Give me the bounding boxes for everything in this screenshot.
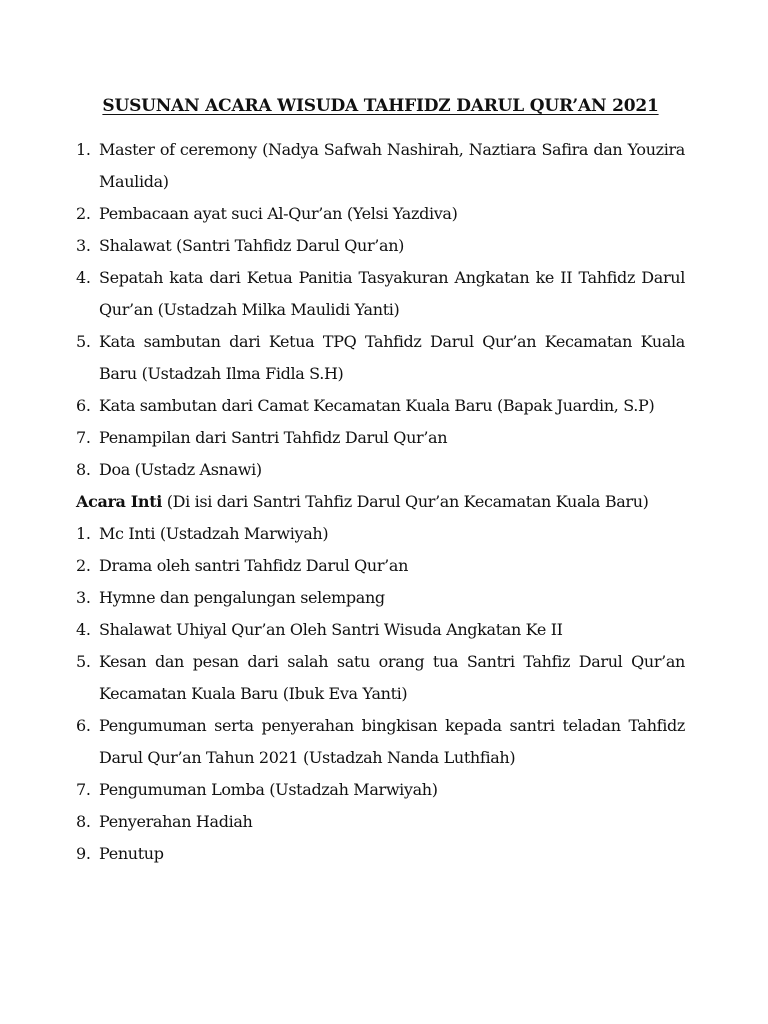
item-text: Shalawat (Santri Tahfidz Darul Qur’an) [99,236,405,255]
item-number: 1. [76,140,91,159]
document-page [76,92,685,870]
document-title: SUSUNAN ACARA WISUDA TAHFIDZ DARUL QUR’AN 2021 [102,96,659,116]
opening-list [76,134,685,486]
item-number: 7. [76,428,91,447]
list-item [76,134,685,198]
list-item [76,326,685,390]
item-text: Kesan dan pesan dari salah satu orang tua Santri Tahfiz Darul Qur’an Kecamatan Kuala Baru (Ibuk Eva Yanti) [99,652,685,703]
item-text: Hymne dan pengalungan selempang [99,588,385,607]
item-text: Penyerahan Hadiah [99,812,253,831]
main-list [76,518,685,870]
list-item [76,646,685,710]
main-section-heading [76,486,685,518]
item-number: 3. [76,236,91,255]
item-text: Mc Inti (Ustadzah Marwiyah) [99,524,329,543]
item-text: Shalawat Uhiyal Qur’an Oleh Santri Wisuda Angkatan Ke II [99,620,563,639]
item-text: Pengumuman serta penyerahan bingkisan kepada santri teladan Tahfidz Darul Qur’an Tahun 2021 (Ustadzah Nanda Luthfiah) [99,716,685,767]
item-number: 6. [76,716,91,735]
item-number: 8. [76,812,91,831]
item-number: 8. [76,460,91,479]
item-number: 4. [76,620,91,639]
item-number: 9. [76,844,91,863]
list-item [76,774,685,806]
item-number: 5. [76,332,91,351]
main-section-note: (Di isi dari Santri Tahfiz Darul Qur’an Kecamatan Kuala Baru) [161,492,649,511]
item-text: Penampilan dari Santri Tahfidz Darul Qur’an [99,428,448,447]
item-number: 1. [76,524,91,543]
item-text: Sepatah kata dari Ketua Panitia Tasyakuran Angkatan ke II Tahfidz Darul Qur’an (Ustadzah Milka Maulidi Yanti) [99,268,685,319]
list-item [76,454,685,486]
item-number: 2. [76,556,91,575]
item-text: Penutup [99,844,164,863]
list-item [76,422,685,454]
list-item [76,198,685,230]
item-number: 2. [76,204,91,223]
item-text: Drama oleh santri Tahfidz Darul Qur’an [99,556,409,575]
list-item [76,806,685,838]
item-number: 3. [76,588,91,607]
item-text: Master of ceremony (Nadya Safwah Nashirah, Naztiara Safira dan Youzira Maulida) [99,140,685,191]
item-text: Pengumuman Lomba (Ustadzah Marwiyah) [99,780,438,799]
list-item [76,390,685,422]
list-item [76,710,685,774]
list-item [76,838,685,870]
item-number: 6. [76,396,91,415]
item-text: Kata sambutan dari Camat Kecamatan Kuala Baru (Bapak Juardin, S.P) [99,396,655,415]
item-number: 4. [76,268,91,287]
item-text: Doa (Ustadz Asnawi) [99,460,262,479]
item-text: Pembacaan ayat suci Al-Qur’an (Yelsi Yazdiva) [99,204,458,223]
list-item [76,614,685,646]
main-section-label: Acara Inti [76,492,162,511]
list-item [76,582,685,614]
item-number: 5. [76,652,91,671]
item-text: Kata sambutan dari Ketua TPQ Tahfidz Darul Qur’an Kecamatan Kuala Baru (Ustadzah Ilma Fidla S.H) [99,332,685,383]
list-item [76,230,685,262]
item-number: 7. [76,780,91,799]
list-item [76,518,685,550]
list-item [76,262,685,326]
list-item [76,550,685,582]
